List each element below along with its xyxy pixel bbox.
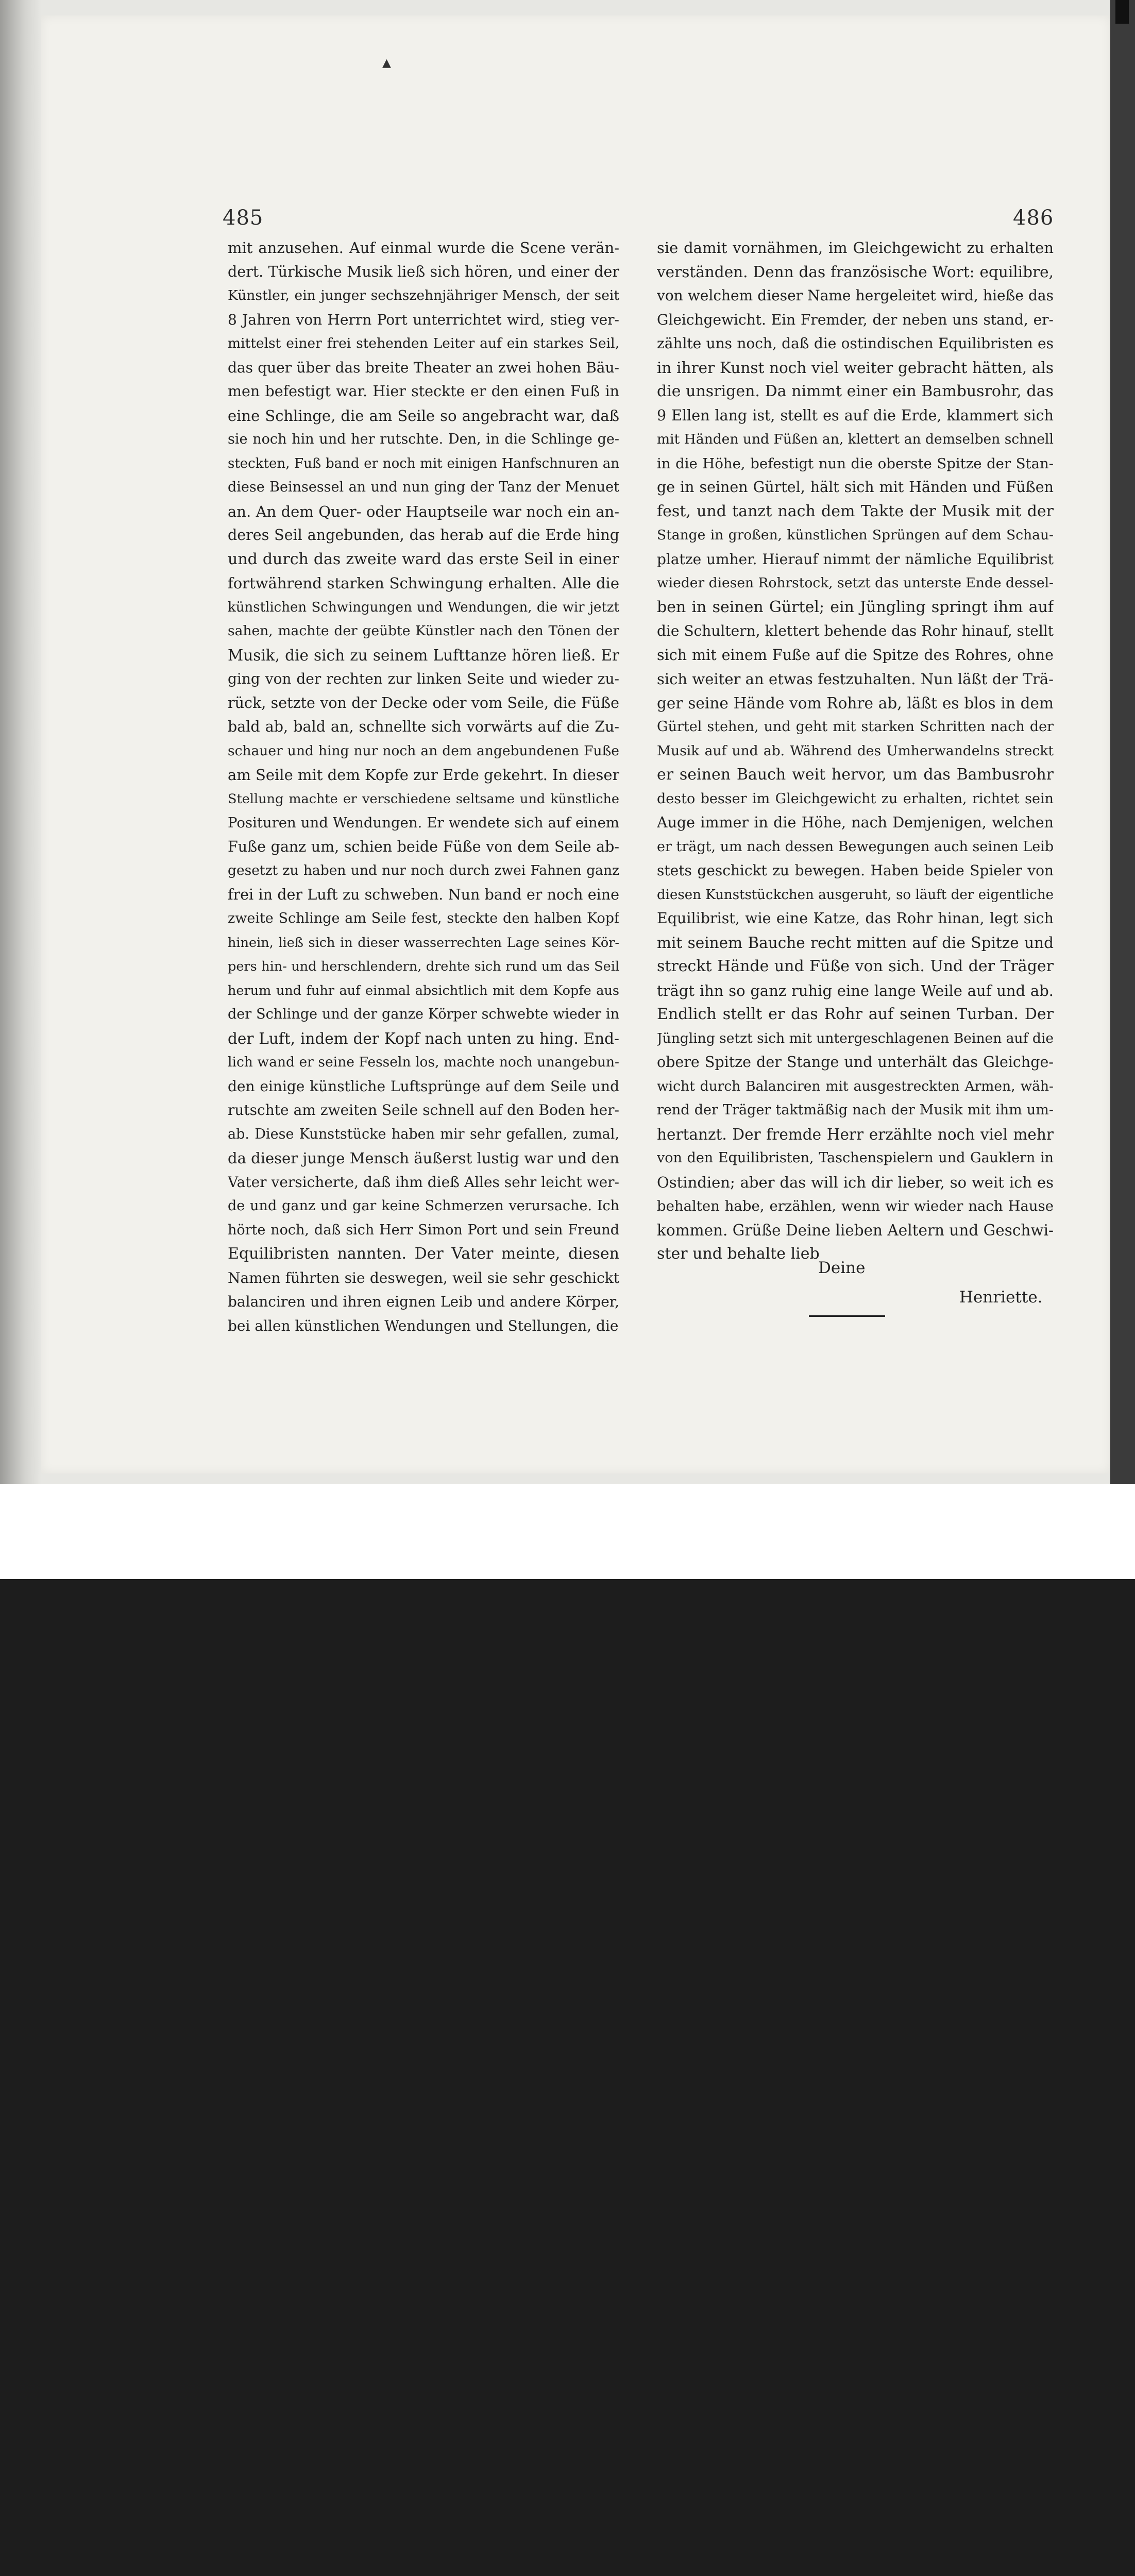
text-line: Künstler, ein junger sechszehnjähriger Mensch, der seit [228,287,619,303]
text-line: rend der Träger taktmäßig nach der Musik mit ihm um- [657,1102,1054,1118]
text-line: er trägt, um nach dessen Bewegungen auch seinen Leib [657,838,1054,855]
text-line: ging von der rechten zur linken Seite und wieder zu- [228,670,619,687]
text-line: mit seinem Bauche recht mitten auf die Spitze und [657,934,1054,952]
text-line: da dieser junge Mensch äußerst lustig war und den [228,1149,619,1167]
text-line: men befestigt war. Hier steckte er den einen Fuß in [228,383,619,400]
text-line: hörte noch, daß sich Herr Simon Port und sein Freund [228,1222,619,1238]
text-line: Vater versicherte, daß ihm dieß Alles sehr leicht wer- [228,1173,619,1191]
text-line: Endlich stellt er das Rohr auf seinen Turban. Der [657,1005,1054,1023]
text-line: von den Equilibristen, Taschenspielern und Gauklern in [657,1150,1054,1166]
text-line: in die Höhe, befestigt nun die oberste Spitze der Stan- [657,455,1054,472]
text-line: platze umher. Hierauf nimmt der nämliche Equilibrist [657,550,1054,568]
text-line: mit Händen und Füßen an, klettert an demselben schnell [657,431,1054,447]
text-line: wicht durch Balanciren mit ausgestreckten Armen, wäh- [657,1078,1054,1094]
text-line: am Seile mit dem Kopfe zur Erde gekehrt. In dieser [228,766,619,784]
text-column-left [228,236,619,1338]
text-line: frei in der Luft zu schweben. Nun band er noch eine [228,886,619,903]
text-line: zweite Schlinge am Seile fest, steckte den halben Kopf [228,910,619,926]
text-line: wieder diesen Rohrstock, setzt das unterste Ende dessel- [657,575,1054,591]
text-line: bald ab, bald an, schnellte sich vorwärts auf die Zu- [228,718,619,735]
text-line: behalten habe, erzählen, wenn wir wieder nach Hause [657,1198,1054,1214]
text-line: lich wand er seine Fesseln los, machte noch unangebun- [228,1054,619,1070]
text-line: diesen Kunststückchen ausgeruht, so läuft der eigentliche [657,887,1054,903]
text-line: der Schlinge und der ganze Körper schwebte wieder in [228,1006,619,1022]
text-line: Namen führten sie deswegen, weil sie sehr geschickt [228,1269,619,1286]
text-line: 8 Jahren von Herrn Port unterrichtet wird, stieg ver- [228,311,619,328]
text-line: und durch das zweite ward das erste Seil in einer [228,550,619,568]
text-line: bei allen künstlichen Wendungen und Stellungen, die [228,1317,619,1334]
text-line: hertanzt. Der fremde Herr erzählte noch viel mehr [657,1125,1054,1143]
text-line: balanciren und ihren eignen Leib und andere Körper, [228,1293,619,1310]
text-line: Stange in großen, künstlichen Sprüngen auf dem Schau- [657,527,1054,543]
text-line: rück, setzte von der Decke oder vom Seile, die Füße [228,694,619,711]
ink-mark: ▲ [382,57,391,70]
text-line: deres Seil angebunden, das herab auf die Erde hing [228,527,619,544]
letter-signature: Henriette. [959,1288,1043,1307]
text-line: Jüngling setzt sich mit untergeschlagenen Beinen auf die [657,1030,1054,1046]
text-line: mit anzusehen. Auf einmal wurde die Scene verän- [228,239,619,257]
text-line: Equilibristen nannten. Der Vater meinte, diesen [228,1245,619,1263]
book-gutter-shadow [0,0,41,1484]
text-line: Gleichgewicht. Ein Fremder, der neben uns stand, er- [657,311,1054,328]
text-line: schauer und hing nur noch an dem angebundenen Fuße [228,742,619,759]
text-line: streckt Hände und Füße von sich. Und der Träger [657,957,1054,975]
text-line: Musik, die sich zu seinem Lufttanze hören ließ. Er [228,646,619,664]
text-line: de und ganz und gar keine Schmerzen verursache. Ich [228,1198,619,1214]
text-line: ben in seinen Gürtel; ein Jüngling springt ihm auf [657,598,1054,616]
text-line: fest, und tanzt nach dem Takte der Musik mit der [657,502,1054,520]
text-line: in ihrer Kunst noch viel weiter gebracht hätten, als [657,359,1054,377]
text-line: herum und fuhr auf einmal absichtlich mit dem Kopfe aus [228,982,619,998]
text-line: Equilibrist, wie eine Katze, das Rohr hinan, legt sich [657,910,1054,927]
text-line: von welchem dieser Name hergeleitet wird, hieße das [657,287,1054,304]
text-line: kommen. Grüße Deine lieben Aeltern und Geschwi- [657,1221,1054,1239]
text-line: sahen, machte der geübte Künstler nach den Tönen der [228,623,619,639]
text-line: sie damit vornähmen, im Gleichgewicht zu erhalten [657,239,1054,257]
text-line: desto besser im Gleichgewicht zu erhalten, richtet sein [657,790,1054,807]
text-line: zählte uns noch, daß die ostindischen Equilibristen es [657,335,1054,352]
text-line: steckten, Fuß band er noch mit einigen Hanfschnuren an [228,455,619,471]
text-line: Ostindien; aber das will ich dir lieber, so weit ich es [657,1173,1054,1191]
page-number-right: 486 [1013,206,1054,230]
text-line: dert. Türkische Musik ließ sich hören, und einer der [228,263,619,280]
text-line: eine Schlinge, die am Seile so angebracht war, daß [228,406,619,425]
scan-edge-strip [1110,0,1135,1484]
text-line: hinein, ließ sich in dieser wasserrechten Lage seines Kör- [228,935,619,951]
text-line: sie noch hin und her rutschte. Den, in die Schlinge ge- [228,431,619,447]
closing-rule [809,1315,885,1317]
text-line: künstlichen Schwingungen und Wendungen, die wir jetzt [228,599,619,615]
text-line: trägt ihn so ganz ruhig eine lange Weile auf und ab. [657,981,1054,999]
text-line: sich mit einem Fuße auf die Spitze des Rohres, ohne [657,646,1054,664]
text-line: rutschte am zweiten Seile schnell auf den Boden her- [228,1101,619,1118]
text-line: pers hin- und herschlendern, drehte sich rund um das Seil [228,959,619,974]
text-line: Fuße ganz um, schien beide Füße von dem Seile ab- [228,838,619,855]
text-column-right [657,236,1054,1266]
viewer-footer [0,1484,1135,1579]
text-line: obere Spitze der Stange und unterhält das Gleichge- [657,1054,1054,1071]
text-line: stets geschickt zu bewegen. Haben beide Spieler von [657,862,1054,879]
text-line: das quer über das breite Theater an zwei hohen Bäu- [228,359,619,376]
text-line: die unsrigen. Da nimmt einer ein Bambusrohr, das [657,382,1054,400]
text-line: der Luft, indem der Kopf nach unten zu hing. End- [228,1029,619,1047]
text-line: 9 Ellen lang ist, stellt es auf die Erde, klammert sich [657,406,1054,424]
text-line: verständen. Denn das französische Wort: equilibre, [657,263,1054,281]
text-line: er seinen Bauch weit hervor, um das Bambusrohr [657,766,1054,784]
text-line: ab. Diese Kunststücke haben mir sehr gefallen, zumal, [228,1126,619,1142]
text-line: fortwährend starken Schwingung erhalten. Alle die [228,574,619,592]
text-line: ster und behalte lieb [657,1245,820,1263]
text-line: sich weiter an etwas festzuhalten. Nun läßt der Trä- [657,670,1054,688]
text-line: Musik auf und ab. Während des Umherwandelns streckt [657,742,1054,759]
text-line: Posituren und Wendungen. Er wendete sich auf einem [228,815,619,831]
text-line: an. An dem Quer- oder Hauptseile war noch ein an- [228,502,619,520]
text-line: Stellung machte er verschiedene seltsame und künstliche [228,791,619,807]
text-line: Auge immer in die Höhe, nach Demjenigen, welchen [657,814,1054,831]
text-line: ger seine Hände vom Rohre ab, läßt es blos in dem [657,694,1054,712]
text-line: ge in seinen Gürtel, hält sich mit Händen und Füßen [657,479,1054,496]
text-line: den einige künstliche Luftsprünge auf dem Seile und [228,1077,619,1095]
text-line: mittelst einer frei stehenden Leiter auf ein starkes Seil, [228,335,619,351]
text-line: diese Beinsessel an und nun ging der Tanz der Menuet [228,479,619,495]
text-line: Gürtel stehen, und geht mit starken Schritten nach der [657,719,1054,735]
letter-closing: Deine [818,1259,866,1277]
text-line: gesetzt zu haben und nur noch durch zwei Fahnen ganz [228,862,619,878]
page-number-left: 485 [223,206,264,230]
text-line: die Schultern, klettert behende das Rohr hinauf, stellt [657,622,1054,639]
